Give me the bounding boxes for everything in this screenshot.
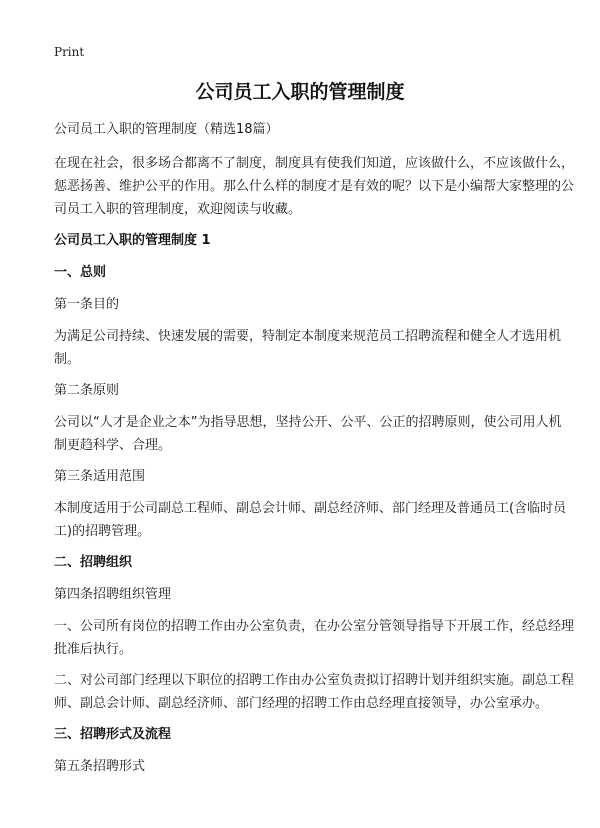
article-2-body: 公司以“人才是企业之本”为指导思想，坚持公开、公平、公正的招聘原则，使公司用人机制更趋科学、合理。 xyxy=(54,415,562,453)
document-subtitle: 公司员工入职的管理制度（精选18篇） xyxy=(54,122,279,137)
article-3-title: 第三条适用范围 xyxy=(54,469,146,484)
article-1-body: 为满足公司持续、快速发展的需要，特制定本制度来规范员工招聘流程和健全人才选用机制。 xyxy=(54,329,562,367)
document-body xyxy=(54,118,574,787)
article-3-body: 本制度适用于公司副总工程师、副总会计师、副总经济师、部门经理及普通员工(含临时员工)的招聘管理。 xyxy=(54,501,567,539)
intro-paragraph: 在现在社会，很多场合都离不了制度，制度具有使我们知道，应该做什么，不应该做什么，惩恶扬善、维护公平的作用。那么什么样的制度才是有效的呢？以下是小编帮大家整理的公司员工入职的管理制度，欢迎阅读与收藏。 xyxy=(54,156,575,217)
article-2-title: 第二条原则 xyxy=(54,383,120,398)
section-heading-recruitment-organization: 二、招聘组织 xyxy=(54,555,133,570)
section-heading-general: 一、总则 xyxy=(54,265,107,280)
section-heading-recruitment-process: 三、招聘形式及流程 xyxy=(54,727,172,742)
article-5-title: 第五条招聘形式 xyxy=(54,759,146,774)
article-4-item-1: 一、公司所有岗位的招聘工作由办公室负责，在办公室分管领导指导下开展工作，经总经理批准后执行。 xyxy=(54,619,575,657)
print-link[interactable]: Print xyxy=(54,45,85,59)
article-4-title: 第四条招聘组织管理 xyxy=(54,587,172,602)
document-title: 公司员工入职的管理制度 xyxy=(195,81,405,103)
article-1-title: 第一条目的 xyxy=(54,297,120,312)
article-heading: 公司员工入职的管理制度 1 xyxy=(54,233,211,248)
article-4-item-2: 二、对公司部门经理以下职位的招聘工作由办公室负责拟订招聘计划并组织实施。副总工程师、副总会计师、副总经济师、部门经理的招聘工作由总经理直接领导，办公室承办。 xyxy=(54,673,575,711)
